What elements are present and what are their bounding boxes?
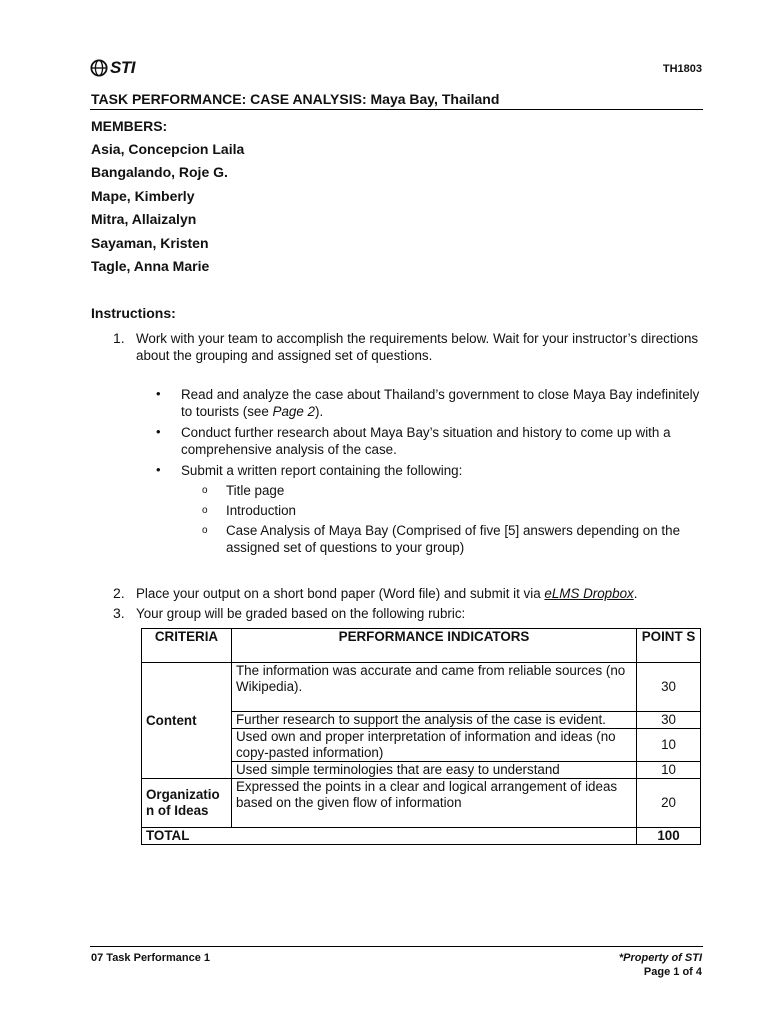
- sub-item-case-analysis: Case Analysis of Maya Bay (Comprised of five [5] answers depending on the assigned set of questions to your group): [226, 523, 681, 555]
- member-item: Bangalando, Roje G.: [91, 164, 228, 181]
- sub-bullet-glyph: o: [202, 525, 208, 536]
- members-list: [91, 141, 244, 281]
- bullet-2-text: Conduct further research about Maya Bay’s situation and history to come up with a comprehensive analysis of the case.: [181, 425, 671, 457]
- points-cell: 10: [637, 729, 701, 762]
- bullet-glyph: •: [156, 386, 161, 401]
- indicator-cell: Used own and proper interpretation of information and ideas (no copy-pasted information): [231, 729, 636, 762]
- bullet-3-text: Submit a written report containing the following:: [181, 463, 463, 478]
- sub-item-introduction: Introduction: [226, 503, 296, 518]
- sub-bullet-glyph: o: [202, 505, 208, 516]
- rubric-table: [141, 628, 701, 845]
- total-points: 100: [637, 828, 701, 845]
- points-header: POINT S: [637, 629, 701, 663]
- points-cell: 30: [637, 712, 701, 729]
- table-row: [142, 779, 701, 828]
- indicator-cell: Further research to support the analysis of the case is evident.: [231, 712, 636, 729]
- rubric-header-row: [142, 629, 701, 663]
- points-cell: 30: [637, 663, 701, 712]
- item-number: 3.: [113, 605, 125, 621]
- criteria-header: CRITERIA: [142, 629, 232, 663]
- member-item: Tagle, Anna Marie: [91, 257, 210, 274]
- member-item: Sayaman, Kristen: [91, 234, 209, 251]
- item-number: 2.: [113, 585, 125, 601]
- indicator-cell: Expressed the points in a clear and logical arrangement of ideas based on the given flow of information: [231, 779, 636, 828]
- members-heading: MEMBERS:: [91, 118, 168, 134]
- table-row: [142, 663, 701, 712]
- footer-property: *Property of STI: [618, 952, 702, 964]
- globe-icon: [90, 59, 108, 77]
- title-divider: [90, 109, 703, 110]
- bullet-glyph: •: [156, 462, 161, 477]
- indicator-cell: The information was accurate and came from reliable sources (no Wikipedia).: [231, 663, 636, 712]
- member-item: Mitra, Allaizalyn: [91, 211, 197, 228]
- logo-text: STI: [110, 58, 135, 77]
- footer-doc-title: 07 Task Performance 1: [91, 952, 211, 964]
- total-label: TOTAL: [142, 828, 637, 845]
- sub-item-title-page: Title page: [226, 483, 285, 498]
- member-item: Asia, Concepcion Laila: [91, 141, 245, 157]
- sub-bullet-glyph: o: [202, 485, 208, 496]
- points-cell: 20: [637, 779, 701, 828]
- instruction-2-text: Place your output on a short bond paper (Word file) and submit it via eLMS Dropbox.: [136, 586, 638, 601]
- bullet-1-text: Read and analyze the case about Thailand’s government to close Maya Bay indefinitely to tourists (see Page 2).: [181, 387, 700, 419]
- criteria-content: Content: [142, 663, 232, 779]
- instruction-1-text: Work with your team to accomplish the requirements below. Wait for your instructor’s directions about the grouping and assigned set of questions.: [136, 331, 699, 363]
- page-title: TASK PERFORMANCE: CASE ANALYSIS: Maya Bay, Thailand: [91, 91, 500, 107]
- member-item: Mape, Kimberly: [91, 187, 195, 204]
- footer-divider: [90, 946, 703, 947]
- bullet-glyph: •: [156, 424, 161, 439]
- instruction-3-text: Your group will be graded based on the following rubric:: [136, 606, 466, 621]
- document-code: TH1803: [662, 63, 702, 75]
- points-cell: 10: [637, 762, 701, 779]
- footer-page-number: Page 1 of 4: [643, 966, 702, 978]
- total-row: [142, 828, 701, 845]
- elms-dropbox-link[interactable]: eLMS Dropbox: [544, 586, 634, 601]
- sti-logo: [90, 58, 135, 78]
- indicators-header: PERFORMANCE INDICATORS: [231, 629, 636, 663]
- criteria-organization: Organizatio n of Ideas: [142, 779, 232, 828]
- item-number: 1.: [113, 330, 125, 346]
- indicator-cell: Used simple terminologies that are easy to understand: [231, 762, 636, 779]
- instructions-heading: Instructions:: [91, 305, 176, 321]
